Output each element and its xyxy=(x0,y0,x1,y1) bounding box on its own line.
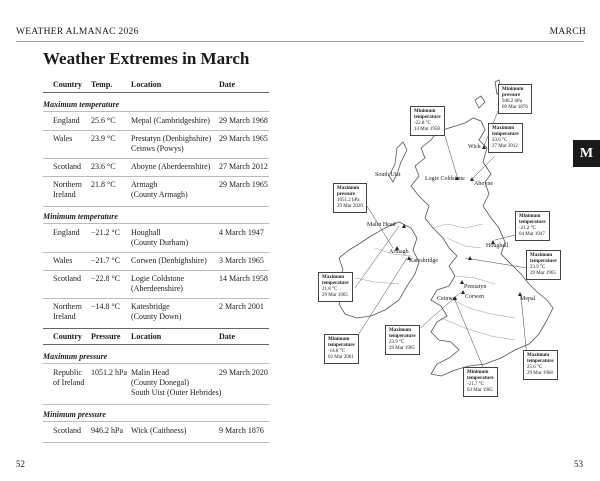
cell-country: Scotland xyxy=(53,426,81,435)
table-rule xyxy=(43,404,269,405)
table-rule xyxy=(43,363,269,364)
place-label: Aboyne xyxy=(474,181,493,187)
place-label: Houghall xyxy=(486,243,509,249)
header-rule xyxy=(16,41,584,42)
table-rule xyxy=(43,344,269,345)
column-header: Location xyxy=(131,80,162,89)
page-number-left: 52 xyxy=(16,459,25,469)
cell-date: 2 March 2001 xyxy=(219,302,264,311)
column-header: Temp. xyxy=(91,80,113,89)
callout-max-temp-mepal: Maximum temperature 25.6 °C 29 Mar 1968 xyxy=(523,350,558,380)
cell-country: England xyxy=(53,228,80,237)
cell-location: Logie Coldstone (Aberdeenshire) xyxy=(131,274,185,293)
callout-max-pressure: Maximum pressure 1051.2 hPa 29 Mar 2020 xyxy=(333,183,367,213)
column-header: Country xyxy=(53,80,82,89)
cell-location: Malin Head (County Donegal) South Uist (Outer Hebrides) xyxy=(131,368,222,397)
cell-value: 23.9 °C xyxy=(91,134,116,143)
place-label: Armagh xyxy=(389,249,409,255)
cell-location: Corwen (Denbighshire) xyxy=(131,256,207,265)
callout-max-temp-aboyne: Maximum temperature 23.6 °C 27 Mar 2012 xyxy=(488,123,523,153)
cell-country: England xyxy=(53,116,80,125)
place-label: Logie Coldstone xyxy=(425,176,465,182)
place-label: Katesbridge xyxy=(409,258,438,264)
callout-min-temp-corwen: Minimum temperature -21.7 °C 03 Mar 1965 xyxy=(463,367,498,397)
table-rule xyxy=(43,270,269,271)
callout-max-temp-prestatyn: Maximum temperature 23.9 °C 29 Mar 1965 xyxy=(526,250,561,280)
cell-country: Scotland xyxy=(53,162,81,171)
cell-location: Armagh (County Armagh) xyxy=(131,180,188,199)
place-label: Prestatyn xyxy=(464,284,487,290)
running-header-right: MARCH xyxy=(549,27,586,37)
cell-location: Katesbridge (County Down) xyxy=(131,302,182,321)
cell-value: 21.8 °C xyxy=(91,180,116,189)
table-rule xyxy=(43,92,269,93)
section-heading: Minimum temperature xyxy=(43,212,118,221)
cell-location: Wick (Caithness) xyxy=(131,426,187,435)
place-label: Wick xyxy=(468,144,481,150)
cell-value: −21.7 °C xyxy=(91,256,121,265)
section-tab[interactable]: M xyxy=(573,140,600,167)
cell-country: Wales xyxy=(53,256,73,265)
column-header: Date xyxy=(219,80,235,89)
cell-value: 1051.2 hPa xyxy=(91,368,127,377)
callout-max-temp-ceinws: Maximum temperature 23.9 °C 29 Mar 1965 xyxy=(385,325,420,355)
cell-value: −22.8 °C xyxy=(91,274,121,283)
table-rule xyxy=(43,111,269,112)
cell-date: 9 March 1876 xyxy=(219,426,264,435)
cell-date: 29 March 2020 xyxy=(219,368,268,377)
callout-min-temp-logie: Minimum temperature -22.8 °C 14 Mar 1958 xyxy=(410,106,445,136)
table-rule xyxy=(43,206,269,207)
table-rule xyxy=(43,130,269,131)
table-rule xyxy=(43,176,269,177)
cell-country: Scotland xyxy=(53,274,81,283)
table-rule xyxy=(43,223,269,224)
section-heading: Minimum pressure xyxy=(43,410,106,419)
cell-value: 946.2 hPa xyxy=(91,426,123,435)
cell-date: 29 March 1965 xyxy=(219,134,268,143)
cell-value: −21.2 °C xyxy=(91,228,121,237)
table-rule xyxy=(43,158,269,159)
callout-max-temp-armagh: Maximum temperature 21.8 °C 29 Mar 1965 xyxy=(318,272,353,302)
cell-date: 27 March 2012 xyxy=(219,162,268,171)
column-header: Date xyxy=(219,332,235,341)
extremes-table xyxy=(43,76,269,435)
table-rule xyxy=(43,328,269,329)
page-number-right: 53 xyxy=(574,459,583,469)
cell-location: Houghall (County Durham) xyxy=(131,228,189,247)
place-label: Corwen xyxy=(465,294,484,300)
callout-min-temp-katesbridge: Minimum temperature -14.8 °C 02 Mar 2001 xyxy=(324,334,359,364)
page-title: Weather Extremes in March xyxy=(43,49,250,68)
table-rule xyxy=(43,252,269,253)
callout-min-pressure: Minimum pressure 946.2 hPa 09 Mar 1876 xyxy=(498,84,532,114)
cell-country: Wales xyxy=(53,134,73,143)
cell-date: 3 March 1965 xyxy=(219,256,264,265)
section-heading: Maximum temperature xyxy=(43,100,120,109)
cell-date: 14 March 1958 xyxy=(219,274,268,283)
place-label: Mepal xyxy=(520,296,536,302)
callout-min-temp-houghall: Minimum temperature -21.2 °C 04 Mar 1947 xyxy=(515,211,550,241)
table-rule xyxy=(43,298,269,299)
cell-country: Northern Ireland xyxy=(53,302,82,321)
table-rule xyxy=(43,442,269,443)
column-header: Location xyxy=(131,332,162,341)
cell-country: Republic of Ireland xyxy=(53,368,85,387)
cell-value: 25.6 °C xyxy=(91,116,116,125)
great-britain-outline xyxy=(411,118,553,376)
cell-date: 29 March 1968 xyxy=(219,116,268,125)
table-rule xyxy=(43,421,269,422)
cell-location: Aboyne (Aberdeenshire) xyxy=(131,162,211,171)
place-label: South Uist xyxy=(375,172,401,178)
cell-date: 29 March 1965 xyxy=(219,180,268,189)
cell-date: 4 March 1947 xyxy=(219,228,264,237)
cell-country: Northern Ireland xyxy=(53,180,82,199)
cell-value: 23.6 °C xyxy=(91,162,116,171)
cell-value: −14.8 °C xyxy=(91,302,121,311)
place-label: Malin Head xyxy=(367,222,396,228)
place-label: Ceinws xyxy=(437,296,455,302)
section-heading: Maximum pressure xyxy=(43,352,108,361)
column-header: Pressure xyxy=(91,332,121,341)
cell-location: Mepal (Cambridgeshire) xyxy=(131,116,210,125)
running-header-left: WEATHER ALMANAC 2026 xyxy=(16,27,139,37)
cell-location: Prestatyn (Denbighshire) Ceinws (Powys) xyxy=(131,134,212,153)
column-header: Country xyxy=(53,332,82,341)
